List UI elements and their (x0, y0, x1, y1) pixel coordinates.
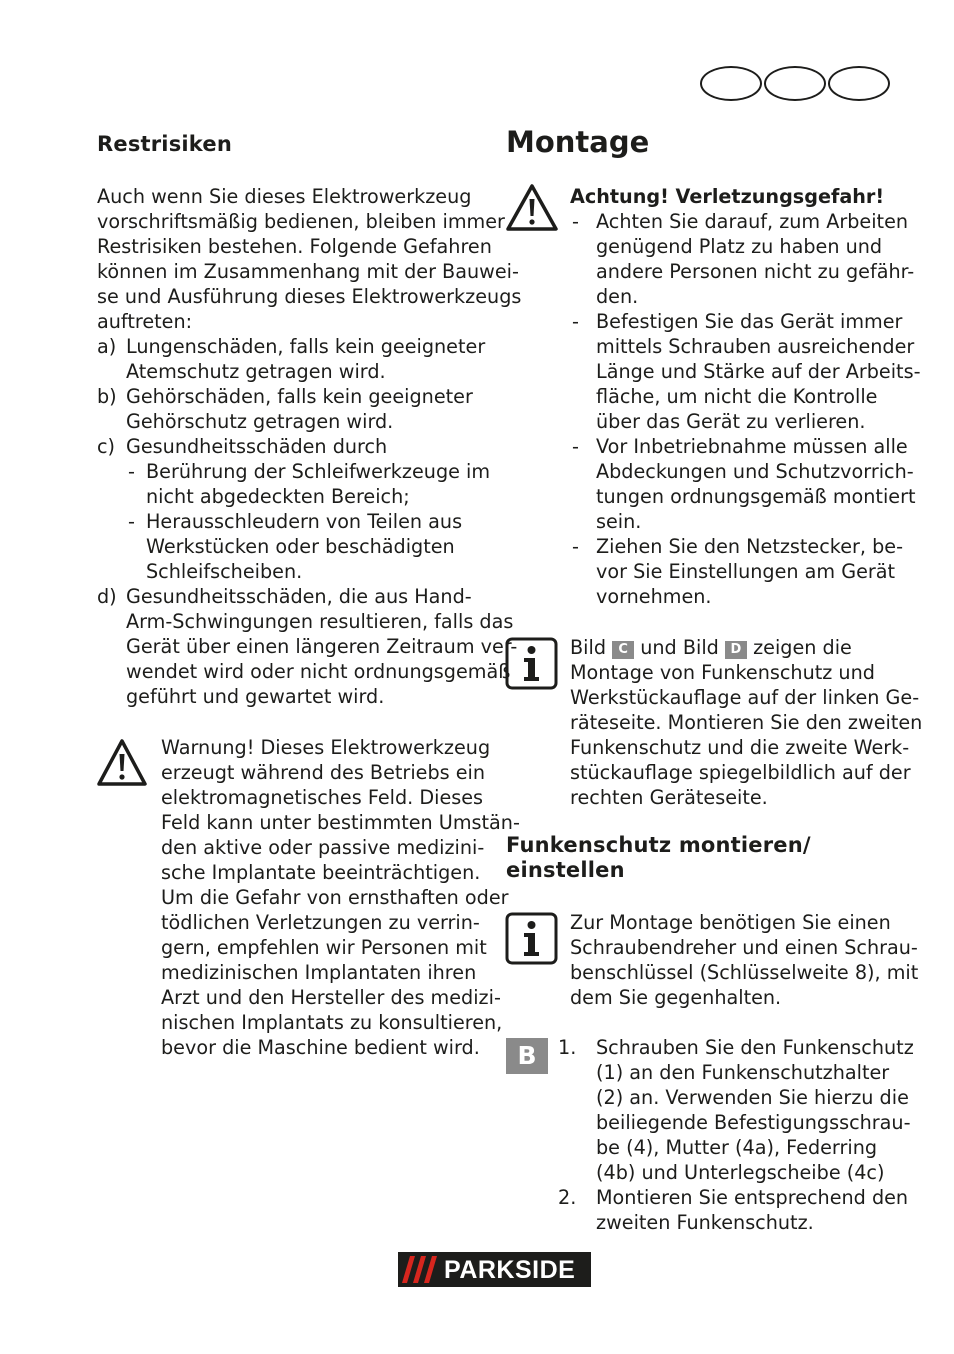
info-icon (505, 912, 558, 965)
text-line: fläche, um nicht die Kontrolle (596, 385, 878, 408)
text-line: Auch wenn Sie dieses Elektrowerkzeug (97, 185, 472, 208)
list-item-dash: - (572, 310, 579, 333)
text-line: Vor Inbetriebnahme müssen alle (596, 435, 908, 458)
step-number: 2. (558, 1186, 577, 1209)
text-line: nischen Implantats zu konsultieren, (161, 1011, 503, 1034)
text-line: Werkstückauflage auf der linken Ge- (570, 686, 920, 709)
text-line: genügend Platz zu haben und (596, 235, 883, 258)
text-line: Um die Gefahr von ernsthaften oder (161, 886, 509, 909)
text-line: benschlüssel (Schlüsselweite 8), mit (570, 961, 919, 984)
restrisiken-heading: Restrisiken (97, 132, 232, 156)
text-line: wendet wird oder nicht ordnungsgemäß (126, 660, 511, 683)
caution-block (570, 184, 921, 609)
text-line: gern, empfehlen wir Personen mit (161, 936, 487, 959)
text-line: medizinischen Implantaten ihren (161, 961, 477, 984)
emf-warning-text (161, 735, 520, 1060)
list-item (558, 1185, 909, 1235)
text-line: Zur Montage benötigen Sie einen (570, 911, 891, 934)
text-line: können im Zusammenhang mit der Bauwei- (97, 260, 519, 283)
text-line: Montieren Sie entsprechend den (596, 1186, 909, 1209)
list-item-dash: - (572, 435, 579, 458)
text-line: Feld kann unter bestimmten Umstän- (161, 811, 520, 834)
text-line: Schrauben Sie den Funkenschutz (596, 1036, 914, 1059)
list-item-dash: - (572, 535, 579, 558)
sub-list-dash: - (128, 460, 135, 483)
zeigen-text: zeigen die (753, 636, 852, 659)
heading-line: einstellen (506, 858, 625, 882)
text-line: dem Sie gegenhalten. (570, 986, 782, 1009)
text-line: sein. (596, 510, 642, 533)
text-line: Gesundheitsschäden, die aus Hand- (126, 585, 472, 608)
caution-title: Achtung! Verletzungsgefahr! (570, 185, 885, 208)
figure-badge-c: C (612, 641, 634, 659)
text-line (570, 635, 900, 660)
text-line: Gehörschutz getragen wird. (126, 410, 394, 433)
text-line: Schleifscheiben. (146, 560, 303, 583)
sub-list-dash: - (128, 510, 135, 533)
text-line: be (4), Mutter (4a), Federring (596, 1136, 878, 1159)
language-oval-1 (700, 66, 762, 101)
text-line: tödlichen Verletzungen zu verrin- (161, 911, 480, 934)
list-item-label: b) (97, 385, 117, 408)
text-line: se und Ausführung dieses Elektrowerkzeugs (97, 285, 522, 308)
language-oval-2 (764, 66, 826, 101)
text-line: erzeugt während des Betriebs ein (161, 761, 486, 784)
text-line: tungen ordnungsgemäß montiert (596, 485, 916, 508)
list-item (97, 584, 518, 709)
text-line: mittels Schrauben ausreichender (596, 335, 915, 358)
logo-stripes-icon (402, 1256, 442, 1283)
funkenschutz-heading (506, 833, 811, 883)
text-line: Ziehen Sie den Netzstecker, be- (596, 535, 904, 558)
text-line: vor Sie Einstellungen am Gerät (596, 560, 896, 583)
text-line: (1) an den Funkenschutzhalter (596, 1061, 890, 1084)
text-line: Abdeckungen und Schutzvorrich- (596, 460, 914, 483)
text-line: den. (596, 285, 639, 308)
sub-list-item (126, 459, 491, 509)
figure-badge-d: D (725, 641, 747, 659)
list-item-label: d) (97, 585, 117, 608)
text-line: (2) an. Verwenden Sie hierzu die (596, 1086, 909, 1109)
text-line: Lungenschäden, falls kein geeigneter (126, 335, 486, 358)
text-line: über das Gerät zu verlieren. (596, 410, 866, 433)
list-item (570, 534, 904, 609)
text-line: (4b) und Unterlegscheibe (4c) (596, 1161, 885, 1184)
list-item (97, 384, 487, 434)
text-line: Warnung! Dieses Elektrowerkzeug (161, 736, 491, 759)
heading-line: Funkenschutz montieren/ (506, 833, 811, 857)
montage-heading: Montage (506, 125, 650, 159)
text-line: bevor die Maschine bedient wird. (161, 1036, 480, 1059)
text-line: auftreten: (97, 310, 193, 333)
text-line: andere Personen nicht zu gefähr- (596, 260, 915, 283)
text-line: geführt und gewartet wird. (126, 685, 385, 708)
list-item (570, 309, 921, 434)
text-line: Befestigen Sie das Gerät immer (596, 310, 903, 333)
info-bild-text (570, 635, 923, 810)
parkside-logo (398, 1252, 591, 1287)
list-item (97, 434, 491, 584)
text-line: Montage von Funkenschutz und (570, 661, 875, 684)
text-line: räteseite. Montieren Sie den zweiten (570, 711, 923, 734)
language-ovals (700, 66, 890, 100)
list-item (97, 334, 487, 384)
list-item (558, 1035, 914, 1185)
text-line: den aktive oder passive medizini- (161, 836, 485, 859)
caution-list (570, 209, 921, 609)
warning-triangle-icon (96, 738, 148, 788)
text-line: Schraubendreher und einen Schrau- (570, 936, 918, 959)
figure-badge-b: B (506, 1038, 548, 1074)
text-line: nicht abgedeckten Bereich; (146, 485, 410, 508)
bild-word: Bild (570, 636, 607, 659)
text-line: Gerät über einen längeren Zeitraum ver- (126, 635, 518, 658)
text-line: Gehörschäden, falls kein geeigneter (126, 385, 473, 408)
text-line: Arzt und den Hersteller des medizi- (161, 986, 501, 1009)
list-item (570, 209, 915, 309)
restrisiken-intro (97, 184, 522, 334)
list-item-dash: - (572, 210, 579, 233)
warning-triangle-icon (505, 183, 559, 233)
text-line: Gesundheitsschäden durch (126, 435, 388, 458)
info-icon (505, 637, 558, 690)
text-line: Atemschutz getragen wird. (126, 360, 386, 383)
text-line: vorschriftsmäßig bedienen, bleiben immer (97, 210, 505, 233)
text-line: Länge und Stärke auf der Arbeits- (596, 360, 921, 383)
text-line: Achten Sie darauf, zum Arbeiten (596, 210, 909, 233)
risk-list (97, 334, 518, 709)
text-line: stückauflage spiegelbildlich auf der (570, 761, 911, 784)
list-item-label: a) (97, 335, 117, 358)
text-line: zweiten Funkenschutz. (596, 1211, 814, 1234)
text-line: vornehmen. (596, 585, 712, 608)
steps-list (558, 1035, 914, 1235)
und-bild-text: und Bild (640, 636, 719, 659)
text-line: Berührung der Schleifwerkzeuge im (146, 460, 491, 483)
text-line: sche Implantate beeinträchtigen. (161, 861, 481, 884)
text-line: Werkstücken oder beschädigten (146, 535, 455, 558)
text-line: Herausschleudern von Teilen aus (146, 510, 463, 533)
text-line: Restrisiken bestehen. Folgende Gefahren (97, 235, 492, 258)
step-number: 1. (558, 1036, 577, 1059)
language-oval-3 (828, 66, 890, 101)
info-tools-text (570, 910, 919, 1010)
list-item (570, 434, 916, 534)
logo-text: PARKSIDE (444, 1256, 576, 1284)
text-line: elektromagnetisches Feld. Dieses (161, 786, 484, 809)
text-line: rechten Geräteseite. (570, 786, 768, 809)
text-line: Funkenschutz und die zweite Werk- (570, 736, 910, 759)
text-line: beiliegende Befestigungsschrau- (596, 1111, 911, 1134)
text-line: Arm-Schwingungen resultieren, falls das (126, 610, 514, 633)
list-item-label: c) (97, 435, 116, 458)
sub-list-item (126, 509, 487, 584)
